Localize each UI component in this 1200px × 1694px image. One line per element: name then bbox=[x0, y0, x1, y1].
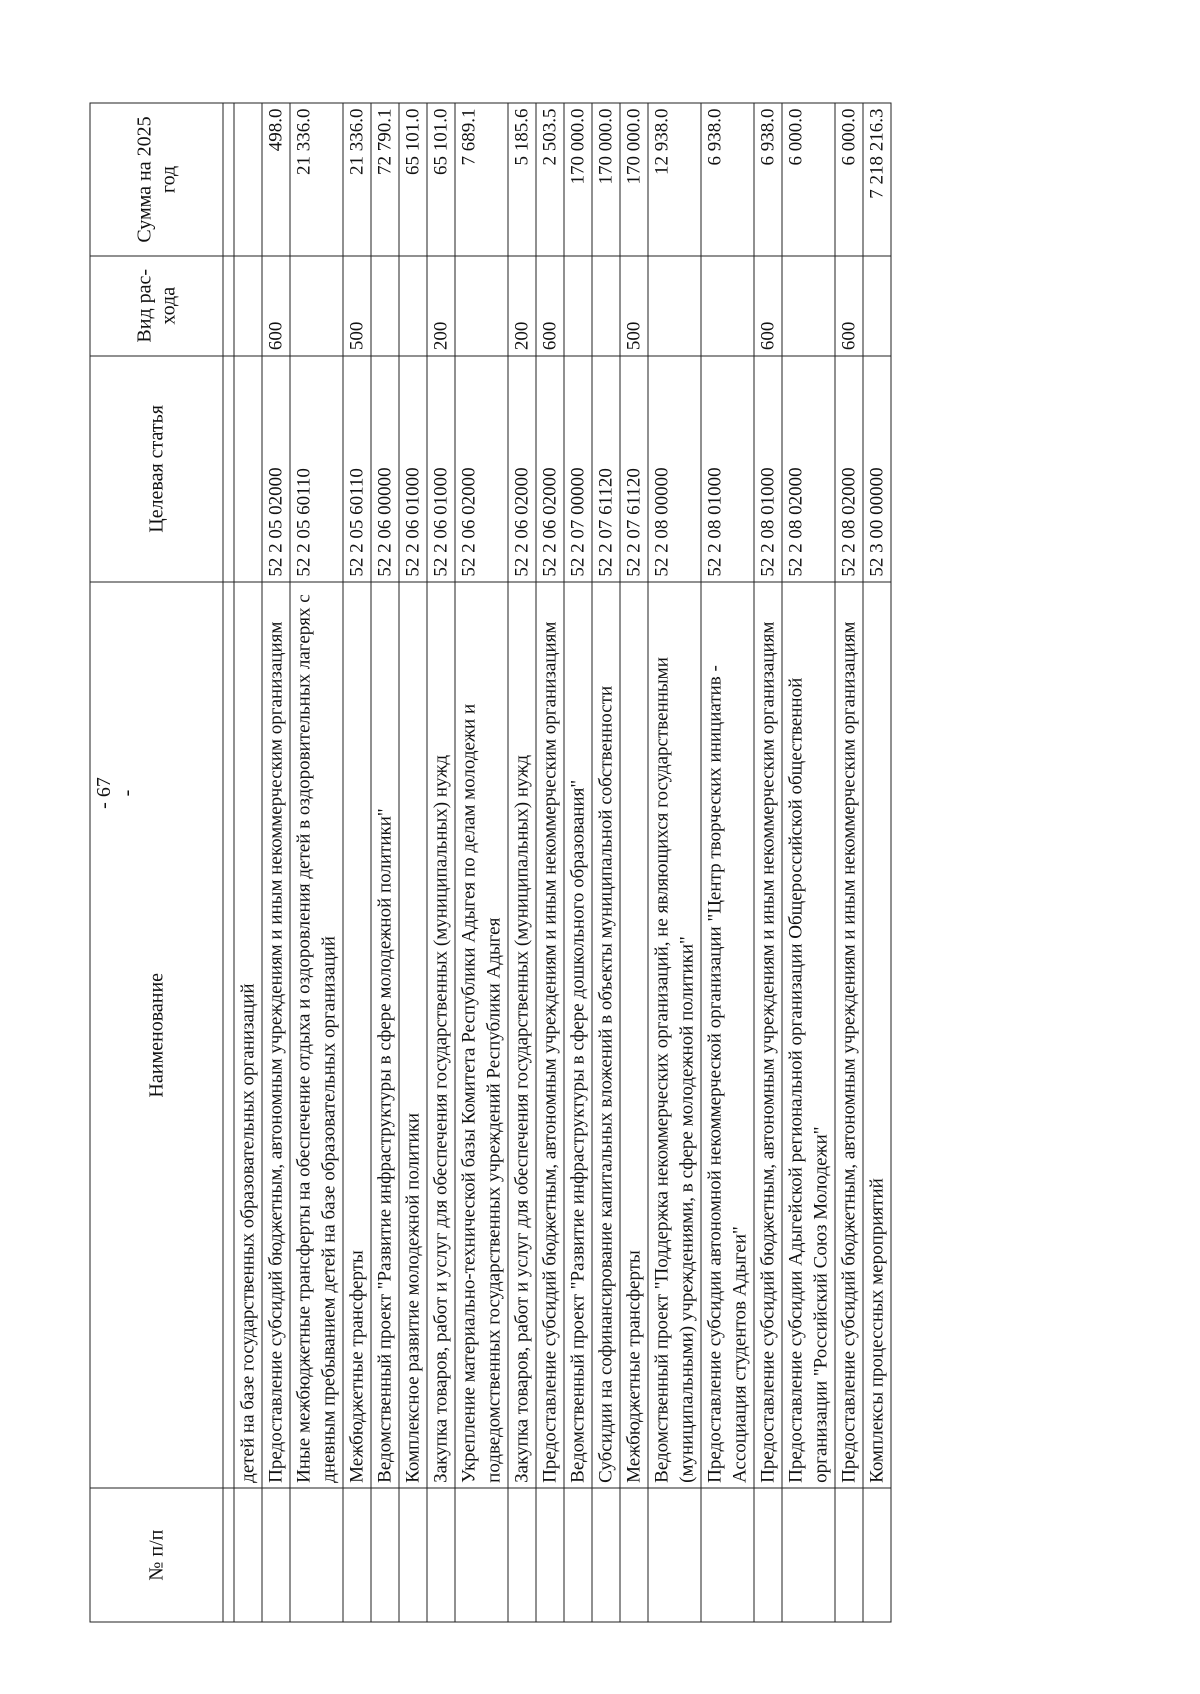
row-type-cell: 500 bbox=[343, 256, 371, 356]
row-code-cell: 52 2 08 00000 bbox=[648, 356, 701, 583]
page-number: - 67 - bbox=[93, 777, 138, 809]
row-name-cell: Межбюджетные трансферты bbox=[620, 582, 648, 1488]
row-num-cell bbox=[399, 1488, 427, 1622]
row-type-cell bbox=[863, 256, 891, 356]
row-amount-cell: 21 336.0 bbox=[290, 103, 343, 256]
row-type-cell bbox=[648, 256, 701, 356]
row-num-cell bbox=[564, 1488, 592, 1622]
row-num-cell bbox=[863, 1488, 891, 1622]
row-code-cell: 52 3 00 00000 bbox=[863, 356, 891, 583]
row-amount-cell: 2 503.5 bbox=[536, 103, 564, 256]
header-name: Наименование bbox=[90, 582, 223, 1488]
header-amount: Сумма на 2025 год bbox=[90, 103, 223, 256]
row-num-cell bbox=[234, 1488, 262, 1622]
blank-row bbox=[223, 103, 234, 1622]
row-name-cell: Ведомственный проект "Развитие инфраструктуры в сфере дошкольного образования" bbox=[564, 582, 592, 1488]
row-code-cell: 52 2 07 61120 bbox=[620, 356, 648, 583]
row-amount-cell: 12 938.0 bbox=[648, 103, 701, 256]
table-body bbox=[223, 103, 891, 1622]
budget-table-container bbox=[90, 103, 1035, 1623]
row-amount-cell: 170 000.0 bbox=[592, 103, 620, 256]
row-code-cell: 52 2 07 61120 bbox=[592, 356, 620, 583]
row-type-cell bbox=[399, 256, 427, 356]
row-type-cell bbox=[782, 256, 835, 356]
row-type-cell bbox=[701, 256, 754, 356]
row-name-cell: детей на базе государственных образовательных организаций bbox=[234, 582, 262, 1488]
row-name-cell: Ведомственный проект "Поддержка некоммерческих организаций, не являющихся государственными (муниципальными) учреждениями, в сфере молодежной политики" bbox=[648, 582, 701, 1488]
row-amount-cell: 21 336.0 bbox=[343, 103, 371, 256]
row-num-cell bbox=[262, 1488, 290, 1622]
row-amount-cell: 6 938.0 bbox=[701, 103, 754, 256]
row-amount-cell: 72 790.1 bbox=[371, 103, 399, 256]
row-type-cell bbox=[371, 256, 399, 356]
row-name-cell: Субсидии на софинансирование капитальных вложений в объекты муниципальной собственности bbox=[592, 582, 620, 1488]
row-num-cell bbox=[508, 1488, 536, 1622]
row-name-cell: Комплексы процессных мероприятий bbox=[863, 582, 891, 1488]
row-code-cell: 52 2 06 01000 bbox=[399, 356, 427, 583]
row-type-cell bbox=[234, 256, 262, 356]
row-type-cell: 200 bbox=[508, 256, 536, 356]
row-num-cell bbox=[536, 1488, 564, 1622]
row-code-cell: 52 2 05 02000 bbox=[262, 356, 290, 583]
row-code-cell: 52 2 06 02000 bbox=[508, 356, 536, 583]
row-amount-cell: 170 000.0 bbox=[620, 103, 648, 256]
table-row bbox=[754, 103, 782, 1622]
row-amount-cell: 65 101.0 bbox=[427, 103, 455, 256]
row-code-cell: 52 2 06 02000 bbox=[536, 356, 564, 583]
row-type-cell: 500 bbox=[620, 256, 648, 356]
row-code-cell: 52 2 06 01000 bbox=[427, 356, 455, 583]
row-code-cell: 52 2 05 60110 bbox=[290, 356, 343, 583]
row-name-cell: Закупка товаров, работ и услуг для обеспечения государственных (муниципальных) нужд bbox=[427, 582, 455, 1488]
row-amount-cell: 170 000.0 bbox=[564, 103, 592, 256]
table-row bbox=[343, 103, 371, 1622]
row-num-cell bbox=[620, 1488, 648, 1622]
row-type-cell bbox=[592, 256, 620, 356]
row-amount-cell: 7 689.1 bbox=[455, 103, 508, 256]
row-name-cell: Предоставление субсидий бюджетным, автономным учреждениям и иным некоммерческим организациям bbox=[754, 582, 782, 1488]
table-row bbox=[564, 103, 592, 1622]
table-row bbox=[701, 103, 754, 1622]
row-code-cell: 52 2 06 02000 bbox=[455, 356, 508, 583]
row-name-cell: Предоставление субсидий бюджетным, автономным учреждениям и иным некоммерческим организациям bbox=[262, 582, 290, 1488]
row-amount-cell bbox=[234, 103, 262, 256]
budget-table bbox=[90, 103, 892, 1623]
row-num-cell bbox=[782, 1488, 835, 1622]
table-row bbox=[782, 103, 835, 1622]
row-code-cell: 52 2 08 01000 bbox=[701, 356, 754, 583]
row-type-cell: 600 bbox=[536, 256, 564, 356]
row-name-cell: Ведомственный проект "Развитие инфраструктуры в сфере молодежной политики" bbox=[371, 582, 399, 1488]
row-type-cell bbox=[455, 256, 508, 356]
row-num-cell bbox=[592, 1488, 620, 1622]
table-row bbox=[455, 103, 508, 1622]
row-type-cell: 200 bbox=[427, 256, 455, 356]
row-code-cell: 52 2 05 60110 bbox=[343, 356, 371, 583]
row-amount-cell: 498.0 bbox=[262, 103, 290, 256]
row-num-cell bbox=[701, 1488, 754, 1622]
row-name-cell: Предоставление субсидии Адыгейской региональной организации Общероссийской общественной организации "Российский Союз Молодежи" bbox=[782, 582, 835, 1488]
table-row bbox=[620, 103, 648, 1622]
row-code-cell: 52 2 06 00000 bbox=[371, 356, 399, 583]
header-type: Вид рас- хода bbox=[90, 256, 223, 356]
table-row bbox=[427, 103, 455, 1622]
table-row bbox=[262, 103, 290, 1622]
row-num-cell bbox=[343, 1488, 371, 1622]
row-name-cell: Комплексное развитие молодежной политики bbox=[399, 582, 427, 1488]
header-num: № п/п bbox=[90, 1488, 223, 1622]
row-name-cell: Предоставление субсидий бюджетным, автономным учреждениям и иным некоммерческим организациям bbox=[536, 582, 564, 1488]
table-row bbox=[648, 103, 701, 1622]
row-code-cell: 52 2 08 01000 bbox=[754, 356, 782, 583]
row-type-cell bbox=[290, 256, 343, 356]
row-name-cell: Предоставление субсидий бюджетным, автономным учреждениям и иным некоммерческим организациям bbox=[835, 582, 863, 1488]
table-row bbox=[371, 103, 399, 1622]
row-num-cell bbox=[754, 1488, 782, 1622]
row-amount-cell: 5 185.6 bbox=[508, 103, 536, 256]
row-type-cell: 600 bbox=[835, 256, 863, 356]
row-num-cell bbox=[455, 1488, 508, 1622]
table-row bbox=[835, 103, 863, 1622]
row-num-cell bbox=[290, 1488, 343, 1622]
table-row bbox=[399, 103, 427, 1622]
header-row bbox=[90, 103, 223, 1622]
row-code-cell: 52 2 07 00000 bbox=[564, 356, 592, 583]
row-num-cell bbox=[371, 1488, 399, 1622]
table-row bbox=[290, 103, 343, 1622]
row-code-cell bbox=[234, 356, 262, 583]
row-name-cell: Иные межбюджетные трансферты на обеспечение отдыха и оздоровления детей в оздоровительных лагерях с дневным пребыванием детей на базе образовательных организаций bbox=[290, 582, 343, 1488]
row-amount-cell: 6 938.0 bbox=[754, 103, 782, 256]
row-name-cell: Предоставление субсидии автономной некоммерческой организации "Центр творческих инициатив - Ассоциация студентов Адыгеи" bbox=[701, 582, 754, 1488]
header-code: Целевая статья bbox=[90, 356, 223, 583]
row-type-cell: 600 bbox=[754, 256, 782, 356]
table-row bbox=[863, 103, 891, 1622]
table-row bbox=[234, 103, 262, 1622]
row-name-cell: Укрепление материально-технической базы Комитета Республики Адыгея по делам молодежи и подведомственных государственных учреждений Республики Адыгея bbox=[455, 582, 508, 1488]
row-amount-cell: 65 101.0 bbox=[399, 103, 427, 256]
row-name-cell: Закупка товаров, работ и услуг для обеспечения государственных (муниципальных) нужд bbox=[508, 582, 536, 1488]
table-row bbox=[536, 103, 564, 1622]
row-type-cell: 600 bbox=[262, 256, 290, 356]
row-amount-cell: 6 000.0 bbox=[835, 103, 863, 256]
row-code-cell: 52 2 08 02000 bbox=[835, 356, 863, 583]
row-amount-cell: 6 000.0 bbox=[782, 103, 835, 256]
row-code-cell: 52 2 08 02000 bbox=[782, 356, 835, 583]
row-num-cell bbox=[648, 1488, 701, 1622]
row-name-cell: Межбюджетные трансферты bbox=[343, 582, 371, 1488]
table-row bbox=[592, 103, 620, 1622]
row-num-cell bbox=[427, 1488, 455, 1622]
table-row bbox=[508, 103, 536, 1622]
row-amount-cell: 7 218 216.3 bbox=[863, 103, 891, 256]
row-type-cell bbox=[564, 256, 592, 356]
row-num-cell bbox=[835, 1488, 863, 1622]
